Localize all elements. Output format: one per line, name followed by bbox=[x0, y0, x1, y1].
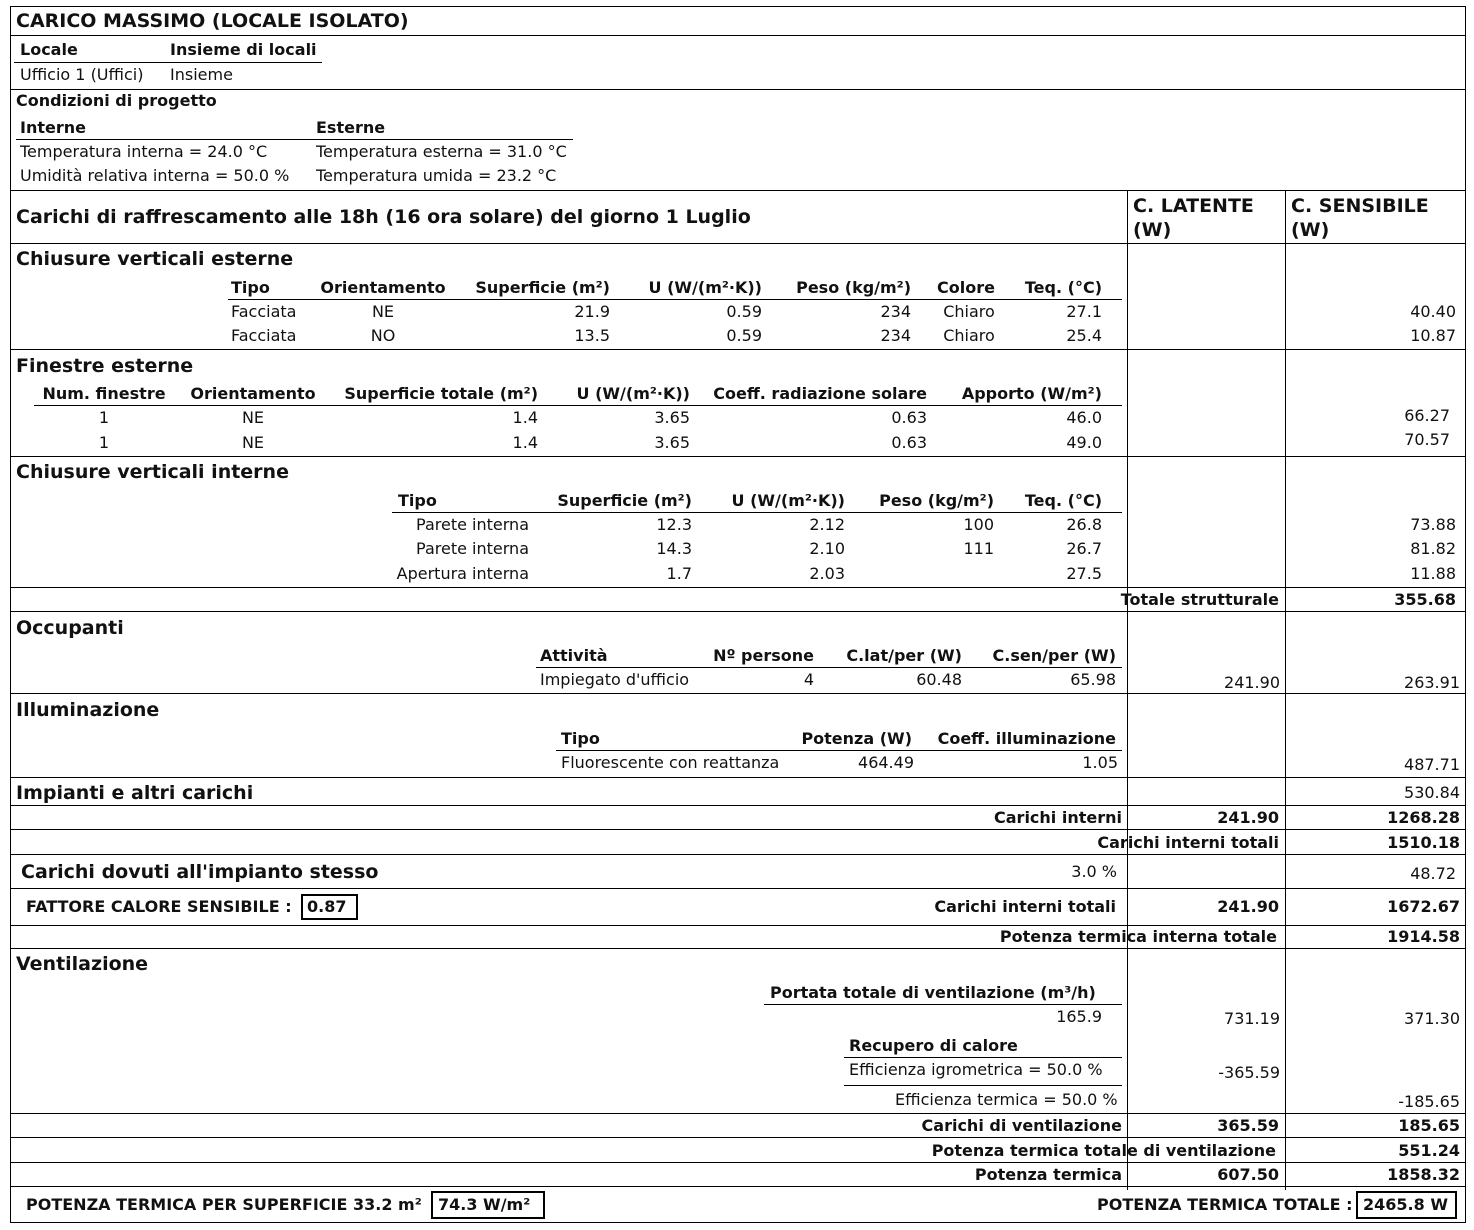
fe-th-num: Num. finestre bbox=[42, 384, 166, 403]
totale-strutturale-value: 355.68 bbox=[1394, 590, 1456, 609]
potenza-totale-value: 2465.8 W bbox=[1363, 1195, 1448, 1214]
sensible-header: C. SENSIBILE bbox=[1291, 195, 1429, 217]
cve-th-teq: Teq. (°C) bbox=[1024, 278, 1102, 297]
locale-value: Ufficio 1 (Uffici) bbox=[20, 65, 144, 84]
table-row-cell: 1 bbox=[98, 433, 110, 452]
cvi-sens-3: 11.88 bbox=[1410, 564, 1456, 583]
eff-igro-lat: -365.59 bbox=[1218, 1063, 1280, 1082]
carichi-interni-sens: 1268.28 bbox=[1387, 808, 1460, 827]
table-row-cell: 100 bbox=[963, 515, 994, 534]
occupanti-title: Occupanti bbox=[16, 617, 124, 639]
cve-th-orient: Orientamento bbox=[320, 278, 446, 297]
conditions-title: Condizioni di progetto bbox=[16, 91, 217, 110]
impianti-title: Impianti e altri carichi bbox=[16, 782, 254, 804]
cvi-sens-1: 73.88 bbox=[1410, 515, 1456, 534]
occ-th-n: Nº persone bbox=[713, 646, 814, 665]
table-row-cell: Fluorescente con reattanza bbox=[561, 753, 780, 772]
ill-th-tipo: Tipo bbox=[561, 729, 600, 748]
fe-th-u: U (W/(m²·K)) bbox=[576, 384, 690, 403]
table-row-cell: 111 bbox=[963, 539, 994, 558]
fe-sens-1: 66.27 bbox=[1404, 406, 1450, 425]
table-row-cell: 60.48 bbox=[916, 670, 962, 689]
fe-title: Finestre esterne bbox=[16, 355, 194, 377]
interne-header: Interne bbox=[20, 118, 86, 137]
cvi-sens-2: 81.82 bbox=[1410, 539, 1456, 558]
portata-lat: 731.19 bbox=[1224, 1009, 1280, 1028]
carichi-interni-totali-label: Carichi interni totali bbox=[1097, 833, 1279, 852]
carichi-interni-totali-value: 1510.18 bbox=[1387, 833, 1460, 852]
table-row-cell: 14.3 bbox=[656, 539, 692, 558]
table-row-cell: 21.9 bbox=[574, 302, 610, 321]
table-row-cell: Impiegato d'ufficio bbox=[540, 670, 690, 689]
table-row-cell: 1.4 bbox=[512, 408, 538, 427]
table-row-cell: NE bbox=[241, 433, 265, 452]
cvi-th-peso: Peso (kg/m²) bbox=[879, 491, 994, 510]
cve-th-colore: Colore bbox=[937, 278, 995, 297]
carichi-interni-lat: 241.90 bbox=[1217, 808, 1279, 827]
table-row-cell: 13.5 bbox=[574, 326, 610, 345]
table-row-cell: 3.65 bbox=[654, 408, 690, 427]
fcs-value: 0.87 bbox=[307, 897, 347, 916]
temp-interna: Temperatura interna = 24.0 °C bbox=[20, 142, 268, 161]
fcs-sens: 1672.67 bbox=[1387, 897, 1460, 916]
table-row-cell: 234 bbox=[880, 302, 911, 321]
table-row-cell: 1.05 bbox=[1082, 753, 1118, 772]
umidita-interna: Umidità relativa interna = 50.0 % bbox=[20, 166, 290, 185]
fe-th-coeff: Coeff. radiazione solare bbox=[713, 384, 927, 403]
table-row-cell: 0.59 bbox=[726, 302, 762, 321]
table-row-cell: Facciata bbox=[231, 302, 297, 321]
illuminazione-sens: 487.71 bbox=[1404, 755, 1460, 774]
table-row-cell: 27.5 bbox=[1066, 564, 1102, 583]
table-row-cell: 1 bbox=[98, 408, 110, 427]
table-row-cell: 12.3 bbox=[656, 515, 692, 534]
potenza-superficie-value: 74.3 W/m² bbox=[438, 1195, 531, 1214]
table-row-cell: Chiaro bbox=[943, 326, 995, 345]
ill-th-pot: Potenza (W) bbox=[801, 729, 912, 748]
cve-th-tipo: Tipo bbox=[231, 278, 270, 297]
table-row-cell: 2.03 bbox=[809, 564, 845, 583]
latent-unit: (W) bbox=[1133, 219, 1172, 241]
cve-sens-1: 40.40 bbox=[1410, 302, 1456, 321]
fcs-label: FATTORE CALORE SENSIBILE : bbox=[26, 897, 292, 916]
temp-esterna: Temperatura esterna = 31.0 °C bbox=[316, 142, 567, 161]
table-row-cell: 1.7 bbox=[666, 564, 692, 583]
table-row-cell: 27.1 bbox=[1066, 302, 1102, 321]
potenza-superficie-label: POTENZA TERMICA PER SUPERFICIE 33.2 m² bbox=[26, 1195, 422, 1214]
table-row-cell: Parete interna bbox=[416, 539, 529, 558]
potenza-interna-value: 1914.58 bbox=[1387, 927, 1460, 946]
carichi-interni-label: Carichi interni bbox=[994, 808, 1122, 827]
table-row-cell: NE bbox=[371, 302, 395, 321]
potenza-termica-sens: 1858.32 bbox=[1387, 1165, 1460, 1184]
portata-sens: 371.30 bbox=[1404, 1009, 1460, 1028]
main-header-title: Carichi di raffrescamento alle 18h (16 ora solare) del giorno 1 Luglio bbox=[16, 206, 751, 228]
sensible-unit: (W) bbox=[1291, 219, 1330, 241]
illuminazione-title: Illuminazione bbox=[16, 699, 160, 721]
insieme-value: Insieme bbox=[170, 65, 233, 84]
cve-sens-2: 10.87 bbox=[1410, 326, 1456, 345]
table-row-cell: 49.0 bbox=[1066, 433, 1102, 452]
potenza-ventilazione-label: Potenza termica totale di ventilazione bbox=[931, 1141, 1276, 1160]
fcs-lat: 241.90 bbox=[1217, 897, 1279, 916]
temp-umida: Temperatura umida = 23.2 °C bbox=[316, 166, 557, 185]
potenza-ventilazione-value: 551.24 bbox=[1398, 1141, 1460, 1160]
impianto-stesso-sens: 48.72 bbox=[1410, 864, 1456, 883]
table-row-cell: Apertura interna bbox=[396, 564, 529, 583]
esterne-header: Esterne bbox=[316, 118, 386, 137]
table-row-cell: 4 bbox=[803, 670, 814, 689]
table-row-cell: 65.98 bbox=[1070, 670, 1116, 689]
table-row-cell: 464.49 bbox=[858, 753, 914, 772]
impianto-stesso-perc: 3.0 % bbox=[1071, 862, 1117, 881]
carichi-ventilazione-label: Carichi di ventilazione bbox=[921, 1116, 1122, 1135]
portata-label: Portata totale di ventilazione (m³/h) bbox=[770, 983, 1096, 1002]
cvi-title: Chiusure verticali interne bbox=[16, 461, 289, 483]
fe-th-orient: Orientamento bbox=[190, 384, 316, 403]
carichi-ventilazione-sens: 185.65 bbox=[1398, 1116, 1460, 1135]
occ-th-att: Attività bbox=[540, 646, 608, 665]
cvi-th-sup: Superficie (m²) bbox=[557, 491, 692, 510]
table-row-cell: 26.7 bbox=[1066, 539, 1102, 558]
cve-th-sup: Superficie (m²) bbox=[475, 278, 610, 297]
locale-header: Locale bbox=[20, 40, 78, 59]
potenza-interna-label: Potenza termica interna totale bbox=[999, 927, 1277, 946]
table-row-cell: Chiaro bbox=[943, 302, 995, 321]
table-row-cell: 2.12 bbox=[809, 515, 845, 534]
occupanti-lat: 241.90 bbox=[1224, 673, 1280, 692]
table-row-cell: 234 bbox=[880, 326, 911, 345]
table-row-cell: 25.4 bbox=[1066, 326, 1102, 345]
totale-strutturale-label: Totale strutturale bbox=[1120, 590, 1279, 609]
table-row-cell: 1.4 bbox=[512, 433, 538, 452]
occupanti-sens: 263.91 bbox=[1404, 673, 1460, 692]
impianti-sens: 530.84 bbox=[1404, 783, 1460, 802]
cve-th-u: U (W/(m²·K)) bbox=[648, 278, 762, 297]
eff-termica: Efficienza termica = 50.0 % bbox=[895, 1090, 1118, 1109]
table-row-cell: 2.10 bbox=[809, 539, 845, 558]
fcs-carichi-label: Carichi interni totali bbox=[934, 897, 1116, 916]
cvi-th-tipo: Tipo bbox=[398, 491, 437, 510]
table-row-cell: 0.59 bbox=[726, 326, 762, 345]
table-row-cell: 0.63 bbox=[891, 433, 927, 452]
table-row-cell: 0.63 bbox=[891, 408, 927, 427]
table-row-cell: 3.65 bbox=[654, 433, 690, 452]
table-row-cell: NO bbox=[370, 326, 396, 345]
potenza-termica-lat: 607.50 bbox=[1217, 1165, 1279, 1184]
carichi-ventilazione-lat: 365.59 bbox=[1217, 1116, 1279, 1135]
fe-th-sup: Superficie totale (m²) bbox=[344, 384, 538, 403]
table-row-cell: 46.0 bbox=[1066, 408, 1102, 427]
recupero-label: Recupero di calore bbox=[849, 1036, 1018, 1055]
potenza-totale-label: POTENZA TERMICA TOTALE : bbox=[1097, 1195, 1353, 1214]
impianto-stesso-title: Carichi dovuti all'impianto stesso bbox=[21, 861, 379, 883]
page-title: CARICO MASSIMO (LOCALE ISOLATO) bbox=[16, 10, 409, 32]
occ-th-clat: C.lat/per (W) bbox=[846, 646, 962, 665]
cve-title: Chiusure verticali esterne bbox=[16, 248, 294, 270]
ill-th-coeff: Coeff. illuminazione bbox=[937, 729, 1116, 748]
eff-igrometrica: Efficienza igrometrica = 50.0 % bbox=[849, 1060, 1103, 1079]
cvi-th-teq: Teq. (°C) bbox=[1024, 491, 1102, 510]
latent-header: C. LATENTE bbox=[1133, 195, 1254, 217]
cvi-th-u: U (W/(m²·K)) bbox=[731, 491, 845, 510]
eff-term-sens: -185.65 bbox=[1398, 1092, 1460, 1111]
fe-th-apporto: Apporto (W/m²) bbox=[961, 384, 1102, 403]
portata-value: 165.9 bbox=[1056, 1007, 1102, 1026]
fe-sens-2: 70.57 bbox=[1404, 430, 1450, 449]
cve-th-peso: Peso (kg/m²) bbox=[796, 278, 911, 297]
table-row-cell: Parete interna bbox=[416, 515, 529, 534]
table-row-cell: NE bbox=[241, 408, 265, 427]
occ-th-csen: C.sen/per (W) bbox=[992, 646, 1116, 665]
table-row-cell: 26.8 bbox=[1066, 515, 1102, 534]
ventilazione-title: Ventilazione bbox=[16, 953, 149, 975]
table-row-cell: Facciata bbox=[231, 326, 297, 345]
potenza-termica-label: Potenza termica bbox=[974, 1165, 1122, 1184]
insieme-header: Insieme di locali bbox=[170, 40, 317, 59]
